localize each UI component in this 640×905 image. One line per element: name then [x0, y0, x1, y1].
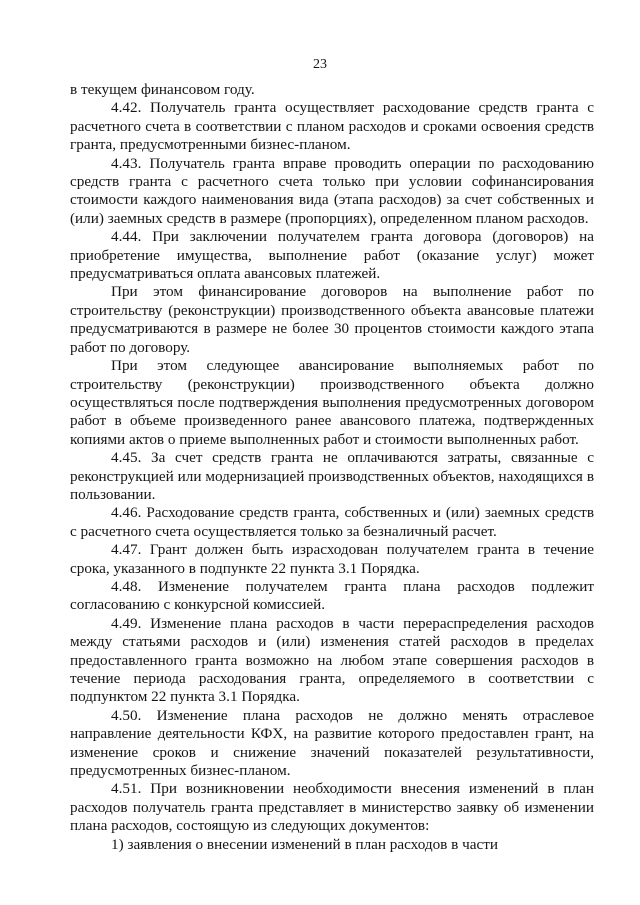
- paragraph: 4.46. Расходование средств гранта, собственных и (или) заемных средств с расчетного счета осуществляется только за безналичный расчет.: [70, 504, 594, 540]
- paragraph: 4.49. Изменение плана расходов в части перераспределения расходов между статьями расходов и (или) изменения статей расходов в пределах предоставленного гранта возможно на любом этапе совершения расходов в течение периода расходования гранта, определяемого в соответствии с подпунктом 22 пункта 3.1 Порядка.: [70, 614, 594, 706]
- paragraph: 4.42. Получатель гранта осуществляет расходование средств гранта с расчетного счета в соответствии с планом расходов и сроками освоения средств гранта, предусмотренными бизнес-планом.: [70, 99, 594, 154]
- paragraph: 4.48. Изменение получателем гранта плана расходов подлежит согласованию с конкурсной комиссией.: [70, 577, 594, 614]
- paragraph: 4.44. При заключении получателем гранта договора (договоров) на приобретение имущества, выполнение работ (оказание услуг) может предусматриваться оплата авансовых платежей.: [70, 228, 594, 283]
- paragraph: 4.45. За счет средств гранта не оплачиваются затраты, связанные с реконструкцией или модернизацией производственных объектов, находящихся в пользовании.: [70, 449, 594, 503]
- paragraph: 1) заявления о внесении изменений в план расходов в части: [111, 835, 498, 853]
- paragraph: При этом финансирование договоров на выполнение работ по строительству (реконструкции) производственного объекта авансовые платежи предусматриваются в размере не более 30 процентов стоимости каждого этапа работ по договору.: [70, 283, 594, 356]
- document-body: [70, 81, 594, 854]
- paragraph: 4.50. Изменение плана расходов не должно менять отраслевое направление деятельности КФХ, на развитие которого предоставлен грант, на изменение сроков и снижение значений показателей результативности, предусмотренных бизнес-планом.: [70, 706, 594, 780]
- paragraph: 4.43. Получатель гранта вправе проводить операции по расходованию средств гранта с расчетного счета только при условии софинансирования стоимости каждого наименования вида (этапа расходов) за счет собственных и (или) заемных средств в размере (пропорциях), определенном планом расходов.: [70, 154, 594, 227]
- paragraph: При этом следующее авансирование выполняемых работ по строительству (реконструкции) производственного объекта должно осуществляться после подтверждения выполнения предусмотренных договором работ в объеме произведенного ранее авансового платежа, подтвержденных копиями актов о приеме выполненных работ и стоимости выполненных работ.: [70, 357, 594, 448]
- paragraph: в текущем финансовом году.: [70, 81, 255, 98]
- paragraph: 4.47. Грант должен быть израсходован получателем гранта в течение срока, указанного в подпункте 22 пункта 3.1 Порядка.: [70, 541, 594, 577]
- paragraph: 4.51. При возникновении необходимости внесения изменений в план расходов получатель гранта представляет в министерство заявку об изменении плана расходов, состоящую из следующих документов:: [70, 780, 594, 835]
- page-number: 23: [313, 57, 327, 72]
